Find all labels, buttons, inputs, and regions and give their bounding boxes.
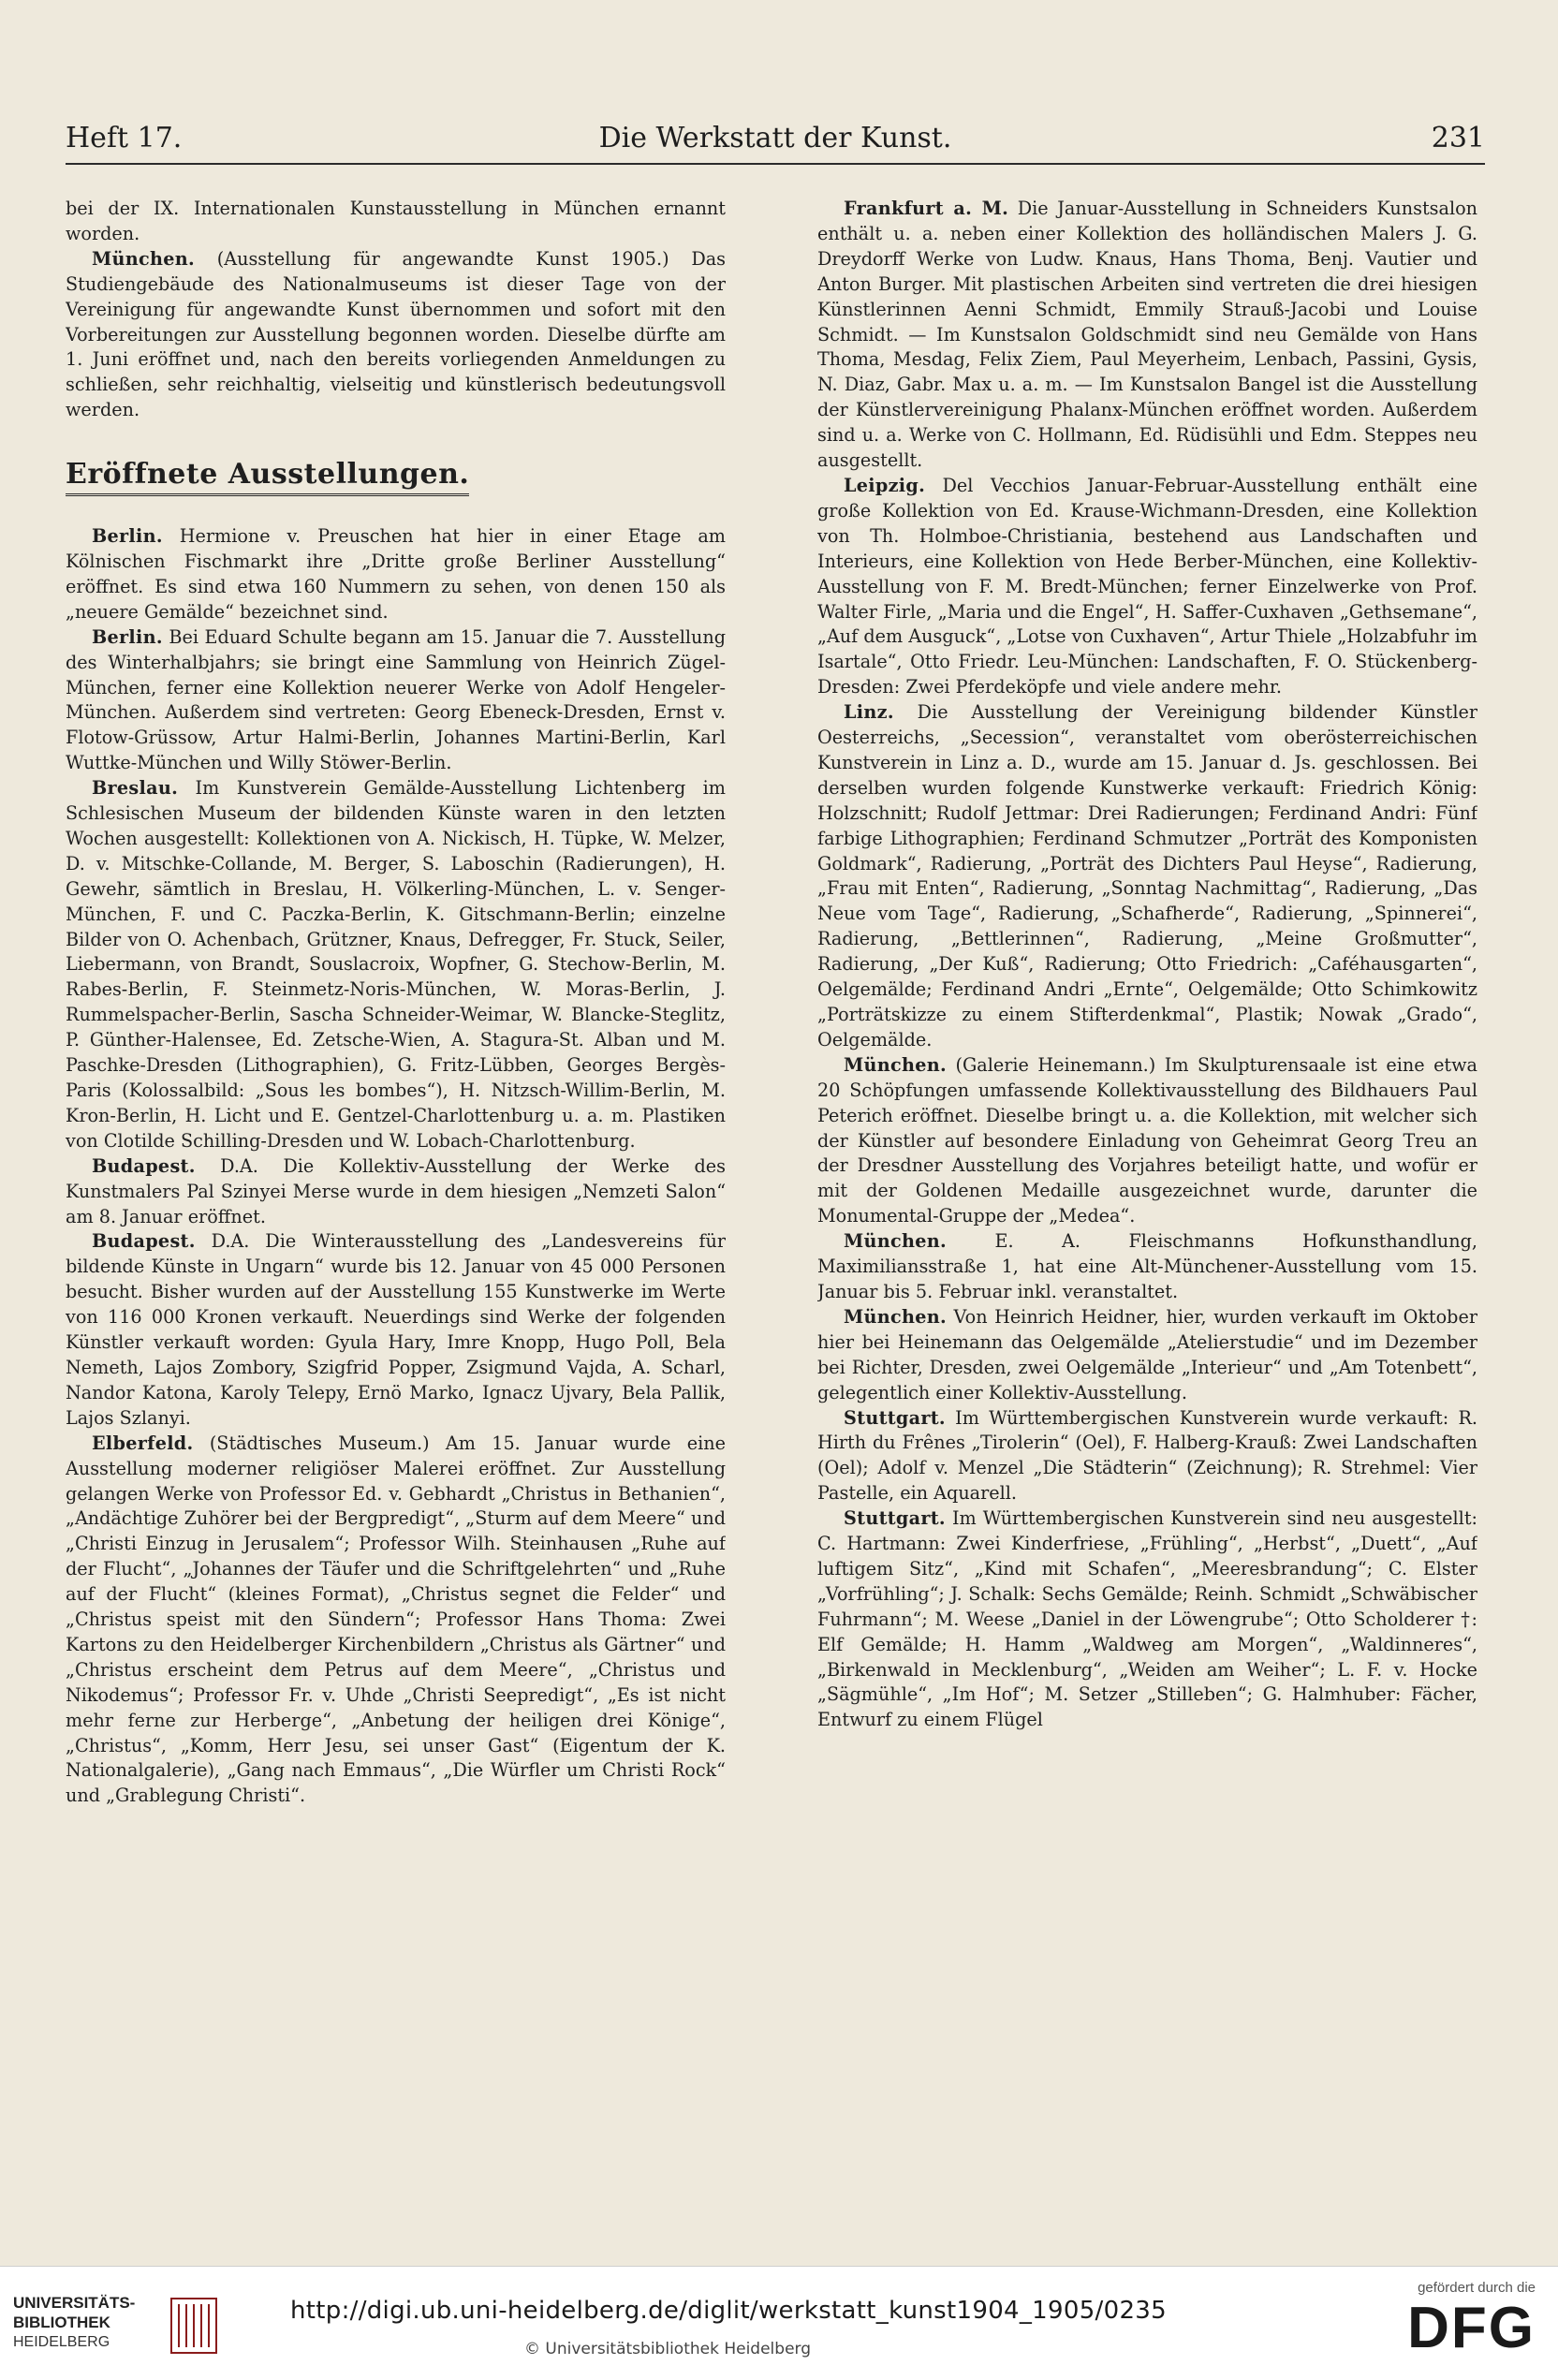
place-name: Budapest. — [92, 1154, 196, 1177]
issue-number: Heft 17. — [66, 122, 183, 154]
section-heading: Eröffnete Ausstellungen. — [66, 463, 469, 496]
library-name-line: UNIVERSITÄTS- — [13, 2294, 136, 2312]
paragraph-text: (Ausstellung für angewandte Kunst 1905.) Das Studiengebäude des Nationalmuseums ist dieser Tage von der Vereinigung für angewandte Kunst übernommen und sofort mit den Vorbereitungen zur Ausstellung begonnen worden. Dieselbe dürfte am 1. Juni eröffnet und, nach den bereits vorliegenden Anmeldungen zu schließen, sehr reichhaltig, vielseitig und künstlerisch bedeutungsvoll werden. — [66, 247, 726, 421]
paragraph — [66, 776, 726, 1154]
place-name: Breslau. — [92, 777, 179, 800]
place-name: Elberfeld. — [92, 1432, 194, 1454]
dfg-logo: DFG — [1407, 2296, 1536, 2360]
place-name: Linz. — [844, 701, 894, 724]
paragraph: bei der IX. Internationalen Kunstausstellung in München ernannt worden. — [66, 198, 726, 244]
paragraph — [817, 1406, 1477, 1507]
paragraph-text: Die Januar-Ausstellung in Schneiders Kunstsalon enthält u. a. neben einer Kollektion des holländischen Malers J. G. Dreydorff Werke von Ludw. Knaus, Hans Thoma, Benj. Vautier und Anton Burger. Mit plastischen Arbeiten sind vertreten die drei hiesigen Künstlerinnen Aenni Schmidt, Emmily Strauß-Jacobi und Louise Schmidt. — Im Kunstsalon Goldschmidt sind neu Gemälde von Hans Thoma, Mesdag, Felix Ziem, Paul Meyerheim, Lenbach, Passini, Gysis, N. Diaz, Gabr. Max u. a. m. — Im Kunstsalon Bangel ist die Ausstellung der Künstlervereinigung Phalanx-München eröffnet worden. Außerdem sind u. a. Werke von C. Hollmann, Ed. Rüdisühli und Edm. Steppes neu ausgestellt. — [817, 198, 1477, 472]
paragraph — [817, 1053, 1477, 1229]
paragraph — [66, 1154, 726, 1230]
paragraph — [817, 1305, 1477, 1406]
paragraph — [817, 1506, 1477, 1733]
paragraph-text: (Galerie Heinemann.) Im Skulpturensaale ist eine etwa 20 Schöpfungen umfassende Kollektivausstellung des Bildhauers Paul Peterich eröffnet. Dieselbe bringt u. a. die Kollektion, mit welcher sich der Künstler auf besondere Einladung von Geheimrat Georg Treu an der Dresdner Ausstellung des Vorjahres beteiligt hatte, und wofür er mit der Goldenen Medaille ausgezeichnet wurde, darunter die Monumental-Gruppe der „Medea“. — [817, 1053, 1477, 1227]
library-name — [13, 2293, 135, 2352]
paragraph — [817, 197, 1477, 474]
library-emblem-icon — [168, 2295, 220, 2357]
place-name: München. — [844, 1053, 948, 1076]
right-column — [817, 197, 1477, 2182]
journal-title: Die Werkstatt der Kunst. — [598, 122, 952, 154]
paragraph — [66, 625, 726, 776]
place-name: Leipzig. — [844, 474, 926, 496]
library-logo — [13, 2293, 210, 2368]
paragraph-text: D.A. Die Kollektiv-Ausstellung der Werke des Kunstmalers Pal Szinyei Merse wurde in dem hiesigen „Nemzeti Salon“ am 8. Januar eröffnet. — [66, 1154, 726, 1227]
paragraph-text: Im Württembergischen Kunstverein sind neu ausgestellt: C. Hartmann: Zwei Kinderfriese, „Frühling“, „Herbst“, „Duett“, „Auf luftigem Sitz“, „Kind mit Schafen“, „Meeresbrandung“; C. Elster „Vorfrühling“; J. Schalk: Sechs Gemälde; Reinh. Schmidt „Schwäbischer Fuhrmann“; M. Weese „Daniel in der Löwengrube“; Otto Scholderer †: Elf Gemälde; H. Hamm „Waldweg am Morgen“, „Waldinneres“, „Birkenwald in Mecklenburg“, „Weiden am Weiher“; L. F. v. Hocke „Sägmühle“, „Im Hof“; M. Setzer „Stilleben“; G. Halmhuber: Fächer, Entwurf zu einem Flügel — [817, 1507, 1477, 1731]
place-name: München. — [92, 247, 196, 270]
place-name: Berlin. — [92, 525, 163, 548]
paragraph — [817, 700, 1477, 1053]
paragraph — [66, 247, 726, 423]
place-name: Stuttgart. — [844, 1406, 946, 1429]
paragraph — [66, 1229, 726, 1431]
place-name: Frankfurt a. M. — [844, 198, 1009, 219]
paragraph-text: D.A. Die Winterausstellung des „Landesvereins für bildende Künste in Ungarn“ wurde bis 12. Januar von 45 000 Personen besucht. Bisher wurden auf der Ausstellung 155 Kunstwerke im Werte von 116 000 Kronen verkauft. Neuerdings sind Werke der folgenden Künstler verkauft worden: Gyula Hary, Imre Knopp, Hugo Poll, Bela Nemeth, Lajos Zombory, Szigfrid Popper, Zsigmund Vajda, A. Scharl, Nandor Katona, Karoly Telepy, Ernö Marko, Ignacz Ujvary, Bela Pallik, Lajos Szlanyi. — [66, 1230, 726, 1429]
paragraph-text: Del Vecchios Januar-Februar-Ausstellung enthält eine große Kollektion von Ed. Krause-Wichmann-Dresden, eine Kollektion von Th. Holmboe-Christiania, bestehend aus Landschaften und Interieurs, eine Kollektion von Hede Berber-München, eine Kollektiv-Ausstellung von F. M. Bredt-München; ferner Einzelwerke von Prof. Walter Firle, „Maria und die Engel“, H. Saffer-Cuxhaven „Gethsemane“, „Auf dem Ausguck“, „Lotse von Cuxhaven“, Artur Thiele „Holzabfuhr im Isartale“, Otto Friedr. Leu-München: Landschaften, F. O. Stückenberg-Dresden: Zwei Pferdeköpfe und viele andere mehr. — [817, 474, 1477, 698]
paragraph — [66, 1432, 726, 1810]
library-name-line: BIBLIOTHEK — [13, 2314, 110, 2331]
place-name: München. — [844, 1305, 948, 1328]
paragraph-text: E. A. Fleischmanns Hofkunsthandlung, Maximiliansstraße 1, hat eine Alt-Münchener-Ausstellung vom 15. Januar bis 5. Februar inkl. veranstaltet. — [817, 1230, 1477, 1302]
page-number: 231 — [1431, 122, 1485, 154]
library-name-line: HEIDELBERG — [13, 2334, 110, 2350]
left-column — [66, 197, 726, 2182]
place-name: Berlin. — [92, 625, 163, 648]
paragraph — [817, 1229, 1477, 1305]
funder-block — [1358, 2280, 1536, 2373]
paragraph-text: Bei Eduard Schulte begann am 15. Januar die 7. Ausstellung des Winterhalbjahrs; sie bringt eine Sammlung von Heinrich Zügel-München, ferner eine Kollektion neuerer Werke von Adolf Hengeler-München. Außerdem sind vertreten: Georg Ebeneck-Dresden, Ernst v. Flotow-Grüssow, Artur Halmi-Berlin, Johannes Martini-Berlin, Karl Wuttke-München und Willy Stöwer-Berlin. — [66, 625, 726, 774]
paragraph-text: Hermione v. Preuschen hat hier in einer Etage am Kölnischen Fischmarkt ihre „Dritte große Berliner Ausstellung“ eröffnet. Es sind etwa 160 Nummern zu sehen, von denen 150 als „neuere Gemälde“ bezeichnet sind. — [66, 525, 726, 623]
permalink-url[interactable]: http://digi.ub.uni-heidelberg.de/diglit/werkstatt_kunst1904_1905/0235 — [290, 2297, 1167, 2325]
paragraph-text: Von Heinrich Heidner, hier, wurden verkauft im Oktober hier bei Heinemann das Oelgemälde „Atelierstudie“ und im Dezember bei Richter, Dresden, zwei Oelgemälde „Interieur“ und „Am Totenbett“, gelegentlich einer Kollektiv-Ausstellung. — [817, 1305, 1477, 1403]
copyright-notice: © Universitätsbibliothek Heidelberg — [524, 2340, 812, 2358]
place-name: Stuttgart. — [844, 1507, 946, 1530]
paragraph-text: Die Ausstellung der Vereinigung bildender Künstler Oesterreichs, „Secession“, veranstaltet vom oberösterreichischen Kunstverein in Linz a. D., wurde am 15. Januar d. Js. geschlossen. Bei derselben wurden folgende Kunstwerke verkauft: Friedrich König: Holzschnitt; Rudolf Jettmar: Drei Radierungen; Ferdinand Andri: Fünf farbige Lithographien; Ferdinand Schmutzer „Porträt des Komponisten Goldmark“, Radierung, „Porträt des Dichters Paul Heyse“, Radierung, „Frau mit Enten“, Radierung, „Sonntag Nachmittag“, Radierung, „Das Neue vom Tage“, Radierung, „Schafherde“, Radierung, „Spinnerei“, Radierung, „Bettlerinnen“, Radierung, „Meine Großmutter“, Radierung, „Der Kuß“, Radierung; Otto Friedrich: „Caféhausgarten“, Oelgemälde; Ferdinand Andri „Ernte“, Oelgemälde; Otto Schimkowitz „Porträtskizze zu einem Stifterdenkmal“, Plastik; Nowak „Grado“, Oelgemälde. — [817, 701, 1477, 1050]
paragraph — [817, 474, 1477, 700]
digitization-footer — [0, 2266, 1558, 2380]
paragraph — [66, 524, 726, 625]
running-head — [66, 110, 1485, 165]
funder-caption: gefördert durch die — [1418, 2280, 1536, 2296]
paragraph-text: Im Kunstverein Gemälde-Ausstellung Lichtenberg im Schlesischen Museum der bildenden Künste waren in den letzten Wochen ausgestellt: Kollektionen von A. Nickisch, H. Tüpke, W. Melzer, D. v. Mitschke-Collande, M. Berger, S. Laboschin (Radierungen), H. Gewehr, sämtlich in Breslau, H. Völkerling-München, L. v. Senger-München, F. und C. Paczka-Berlin, K. Gitschmann-Berlin; einzelne Bilder von O. Achenbach, Grützner, Knaus, Defregger, Fr. Stuck, Seiler, Liebermann, von Brandt, Souslacroix, Wopfner, G. Stechow-Berlin, M. Rabes-Berlin, F. Steinmetz-Noris-München, W. Moras-Berlin, J. Rummelspacher-Berlin, Sascha Schneider-Weimar, W. Blancke-Steglitz, P. Günther-Halensee, Ed. Zetsche-Wien, A. Stagura-St. Alban und M. Paschke-Dresden (Lithographien), G. Fritz-Lübben, Georges Bergès-Paris (Kolossalbild: „Sous les bombes“), H. Nitzsch-Willim-Berlin, M. Kron-Berlin, H. Licht und E. Gentzel-Charlottenburg u. a. m. Plastiken von Clotilde Schilling-Dresden und W. Lobach-Charlottenburg. — [66, 777, 726, 1152]
place-name: München. — [844, 1230, 948, 1253]
place-name: Budapest. — [92, 1230, 196, 1253]
paragraph-text: (Städtisches Museum.) Am 15. Januar wurde eine Ausstellung moderner religiöser Malerei eröffnet. Zur Ausstellung gelangen Werke von Professor Ed. v. Gebhardt „Christus in Bethanien“, „Andächtige Zuhörer bei der Bergpredigt“, „Sturm auf dem Meere“ und „Christi Einzug in Jerusalem“; Professor Wilh. Steinhausen „Ruhe auf der Flucht“, „Johannes der Täufer und die Schriftgelehrten“ und „Ruhe auf der Flucht“ (kleines Format), „Christus segnet die Felder“ und „Christus speist mit den Sündern“; Professor Hans Thoma: Zwei Kartons zu den Heidelberger Kirchenbildern „Christus als Gärtner“ und „Christus erscheint dem Petrus auf dem Meere“, „Christus und Nikodemus“; Professor Fr. v. Uhde „Christi Seepredigt“, „Es ist nicht mehr ferne zur Herberge“, „Anbetung der heiligen drei Könige“, „Christus“, „Komm, Herr Jesu, sei unser Gast“ (Eigentum der K. Nationalgalerie), „Gang nach Emmaus“, „Die Würfler um Christi Rock“ und „Grablegung Christi“. — [66, 1432, 726, 1807]
paragraph-text: Im Württembergischen Kunstverein wurde verkauft: R. Hirth du Frênes „Tirolerin“ (Oel), F. Halberg-Krauß: Zwei Landschaften (Oel); Adolf v. Menzel „Die Städterin“ (Zeichnung); R. Strehmel: Vier Pastelle, ein Aquarell. — [817, 1406, 1477, 1505]
